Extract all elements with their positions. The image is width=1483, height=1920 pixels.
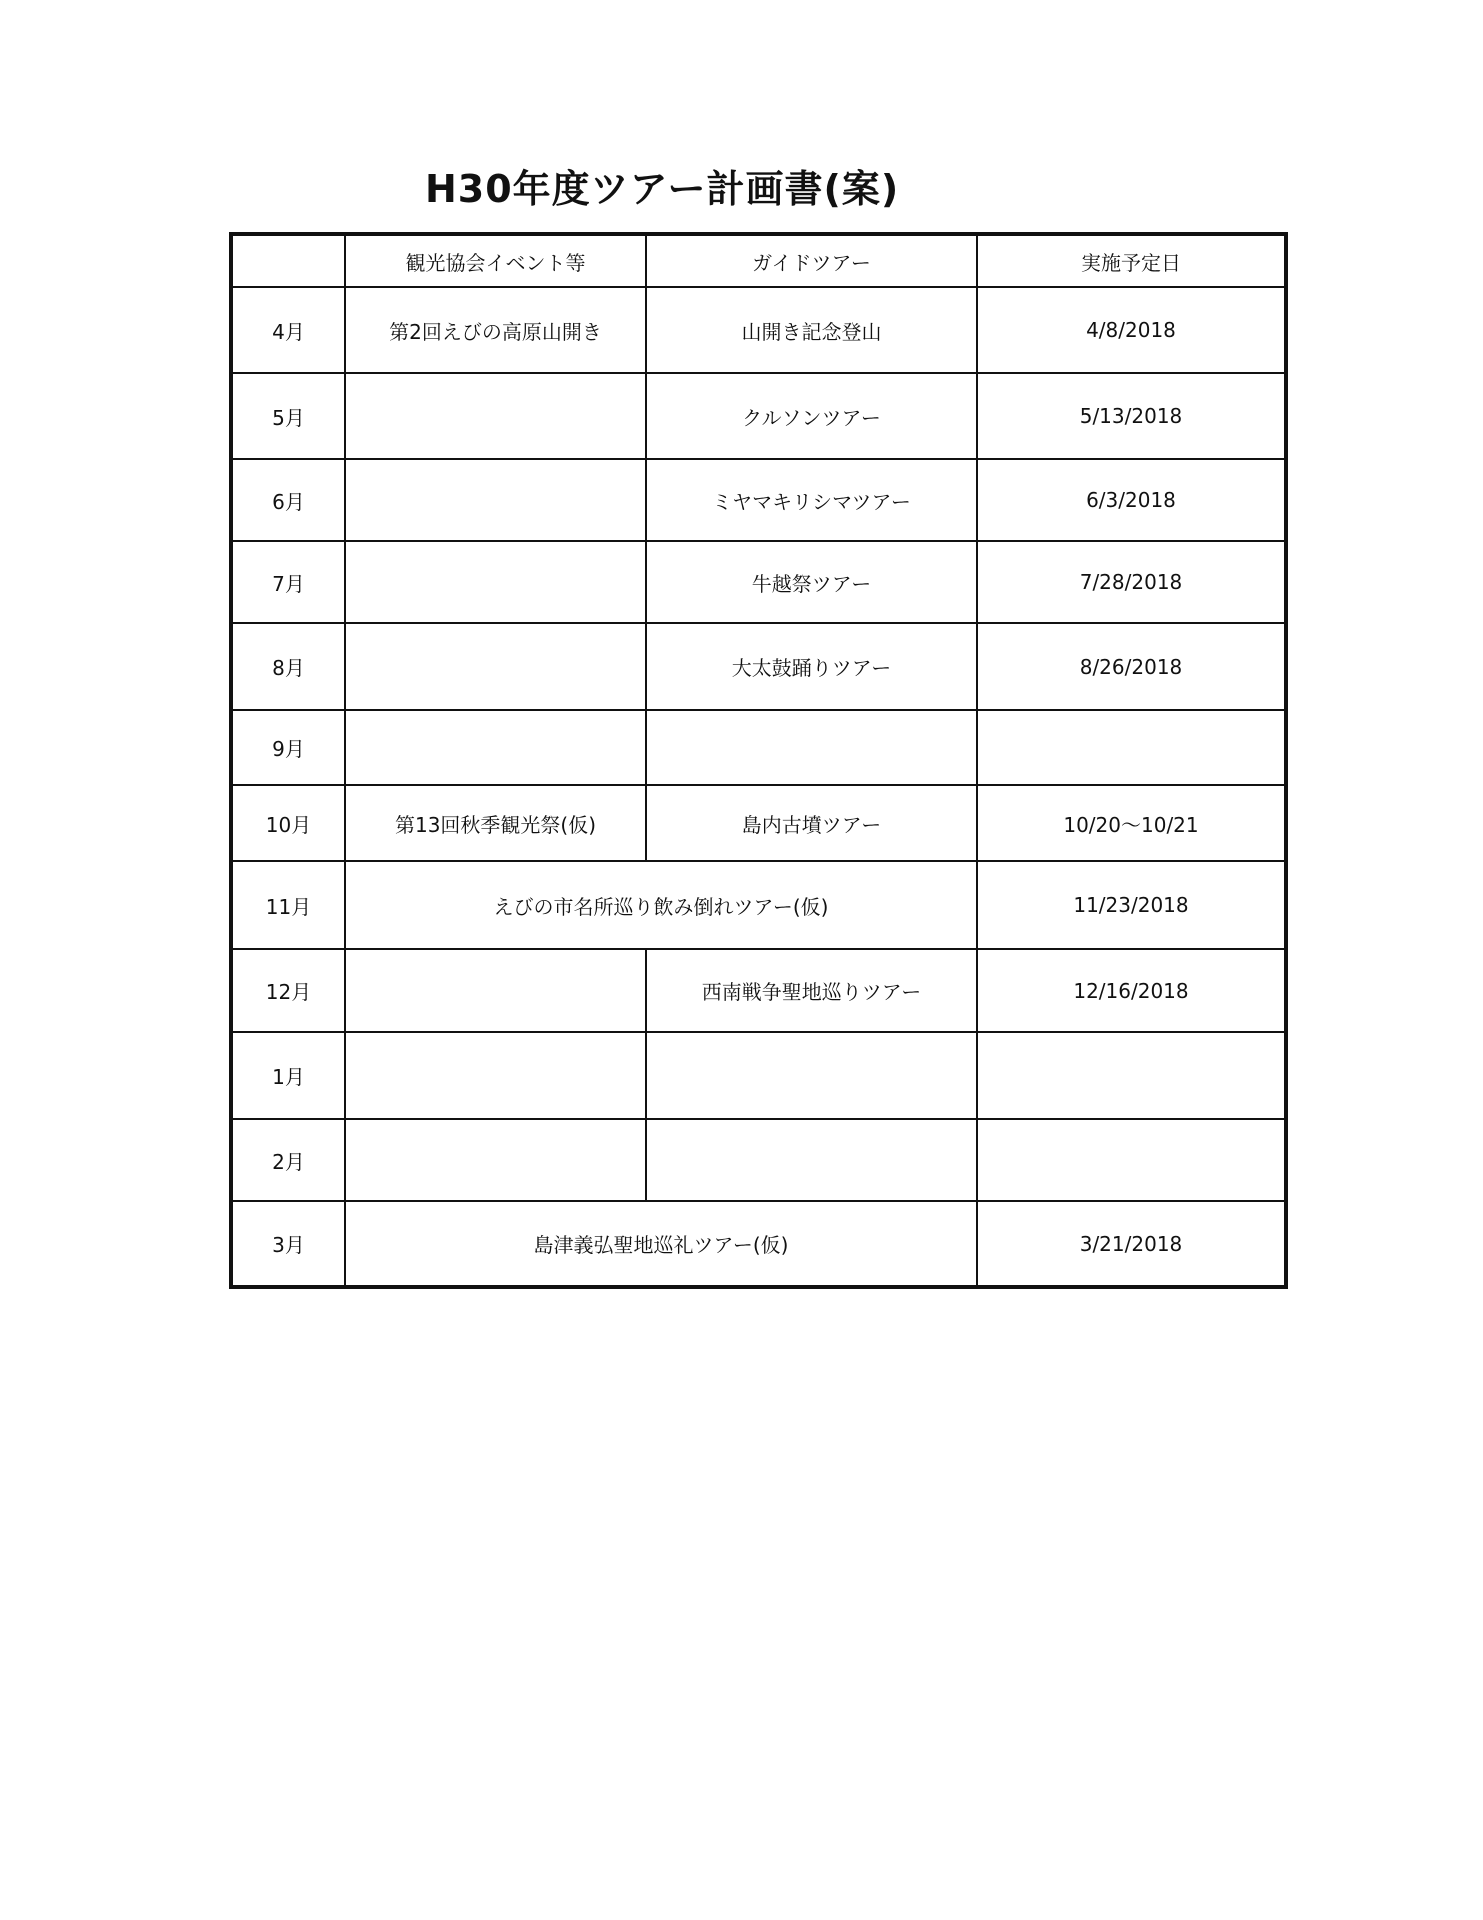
month-cell: 10月 [231,785,345,861]
table-row [231,785,1286,861]
table-row [231,861,1286,949]
tour-cell: 牛越祭ツアー [646,541,977,623]
header-guided-tour: ガイドツアー [646,234,977,287]
table-row [231,949,1286,1032]
header-month [231,234,345,287]
merged-tour-cell: えびの市名所巡り飲み倒れツアー(仮) [345,861,977,949]
month-cell: 5月 [231,373,345,459]
header-scheduled-date: 実施予定日 [977,234,1286,287]
table-row [231,287,1286,373]
tour-cell: クルソンツアー [646,373,977,459]
tour-plan-table [229,232,1288,1289]
month-cell: 4月 [231,287,345,373]
header-event: 観光協会イベント等 [345,234,646,287]
month-cell: 2月 [231,1119,345,1201]
table-row [231,373,1286,459]
table-row [231,1032,1286,1119]
table-row [231,541,1286,623]
table-row [231,459,1286,541]
event-cell [345,541,646,623]
table-row [231,1201,1286,1287]
month-cell: 9月 [231,710,345,785]
table-row [231,1119,1286,1201]
tour-cell: 西南戦争聖地巡りツアー [646,949,977,1032]
table-row [231,623,1286,710]
month-cell: 12月 [231,949,345,1032]
date-cell: 6/3/2018 [977,459,1286,541]
date-cell: 10/20〜10/21 [977,785,1286,861]
event-cell: 第2回えびの高原山開き [345,287,646,373]
tour-cell: 島内古墳ツアー [646,785,977,861]
month-cell: 1月 [231,1032,345,1119]
event-cell: 第13回秋季観光祭(仮) [345,785,646,861]
date-cell: 11/23/2018 [977,861,1286,949]
month-cell: 8月 [231,623,345,710]
month-cell: 7月 [231,541,345,623]
date-cell: 12/16/2018 [977,949,1286,1032]
tour-cell [646,1032,977,1119]
date-cell: 8/26/2018 [977,623,1286,710]
date-cell [977,1119,1286,1201]
event-cell [345,710,646,785]
date-cell: 5/13/2018 [977,373,1286,459]
tour-cell: 山開き記念登山 [646,287,977,373]
tour-cell: ミヤマキリシマツアー [646,459,977,541]
event-cell [345,1119,646,1201]
date-cell: 7/28/2018 [977,541,1286,623]
table-header-row [231,234,1286,287]
tour-cell: 大太鼓踊りツアー [646,623,977,710]
table-row [231,710,1286,785]
month-cell: 6月 [231,459,345,541]
tour-cell [646,1119,977,1201]
event-cell [345,373,646,459]
page-title: H30年度ツアー計画書(案) [425,167,900,211]
date-cell: 3/21/2018 [977,1201,1286,1287]
date-cell [977,710,1286,785]
date-cell: 4/8/2018 [977,287,1286,373]
event-cell [345,1032,646,1119]
tour-cell [646,710,977,785]
merged-tour-cell: 島津義弘聖地巡礼ツアー(仮) [345,1201,977,1287]
month-cell: 3月 [231,1201,345,1287]
event-cell [345,949,646,1032]
month-cell: 11月 [231,861,345,949]
date-cell [977,1032,1286,1119]
event-cell [345,623,646,710]
event-cell [345,459,646,541]
